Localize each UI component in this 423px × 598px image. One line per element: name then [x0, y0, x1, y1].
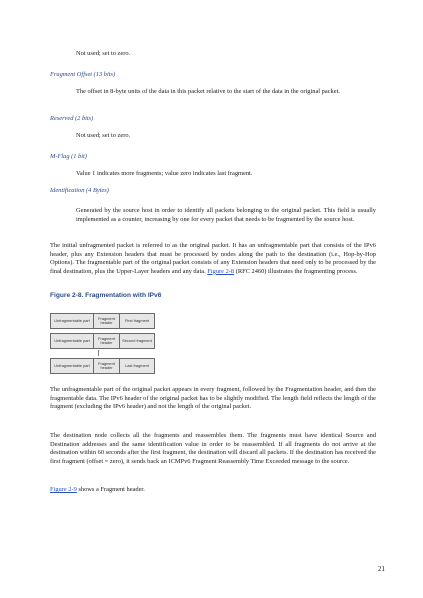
fragment-data-cell: Last fragment: [125, 362, 149, 368]
fragment-row-first: [50, 313, 155, 329]
field-desc-reserved: Not used; set to zero.: [76, 132, 131, 139]
fragment-data-cell: Second fragment: [122, 337, 152, 343]
field-name-reserved: Reserved (2 bits): [50, 115, 94, 122]
page-number: 21: [377, 565, 385, 573]
paragraph-text: shows a Fragment header.: [78, 486, 145, 493]
field-name-m-flag: M-Flag (1 bit): [50, 153, 87, 160]
fragment-row-last: [50, 358, 155, 374]
field-desc-m-flag: Value 1 indicates more fragments; value zero indicates last fragment.: [76, 170, 253, 177]
fragment-data-cell: First fragment: [125, 317, 149, 323]
field-name-fragment-offset: Fragment Offset (13 bits): [50, 71, 116, 78]
paragraph-text: (RFC 2460) illustrates the fragmenting process.: [235, 267, 358, 275]
field-desc-fragment-offset: The offset in 8-byte units of the data in this packet relative to the start of the data in the original packet.: [76, 88, 340, 95]
continuation-divider: [98, 350, 99, 356]
fragment-header-cell: Fragment header: [94, 334, 120, 348]
fragment-row-second: [50, 333, 155, 349]
field-desc-identification: Generated by the source host in order to identify all packets belonging to the original packet. This field is usually implemented as a counter, increasing by one for every packet that needs to be fragmented by the source host.: [76, 207, 376, 223]
paragraph-original-packet: [50, 242, 376, 276]
paragraph-text: The initial unfragmented packet is referred to as the original packet. It has an unfragmentable part that consists of the IPv6 header, plus any Extension headers that must be processed by nodes along the path to the destination (i.e., Hop-by-Hop Options). The fragmentable part of the original packet consists of any Extension headers that need only to be processed by the final destination, plus the Upper-Layer headers and any data.: [50, 242, 376, 275]
figure-title: Figure 2-8. Fragmentation with IPv6: [50, 292, 162, 299]
unfragmentable-part-cell: Unfragmentable part: [51, 359, 94, 373]
unfragmentable-part-cell: Unfragmentable part: [51, 314, 94, 328]
figure-2-9-link[interactable]: Figure 2-9: [50, 486, 77, 493]
fragment-header-cell: Fragment header: [94, 314, 120, 328]
field-desc-reserved-continued: Not used; set to zero.: [76, 50, 131, 57]
paragraph-reassembly: The destination node collects all the fragments and reassembles them. The fragments must have identical Source and Destination addresses and the same identification value in order to be reassembled. If all fragments do not arrive at the destination within 60 seconds after the first fragment, the destination will discard all packets. If the destination has received the first fragment (offset = zero), it sends back an ICMPv6 Fragment Reassembly Time Exceeded message to the source.: [50, 432, 376, 465]
figure-2-8-link[interactable]: Figure 2-8: [207, 267, 235, 275]
paragraph-figure-2-9: [50, 486, 376, 495]
field-name-identification: Identification (4 Bytes): [50, 187, 109, 194]
fragment-header-cell: Fragment header: [94, 359, 120, 373]
paragraph-unfragmentable: The unfragmentable part of the original packet appears in every fragment, followed by the Fragmentation header, and then the fragmentable data. The IPv6 header of the original packet has to be slightly modified. The length field reflects the length of the fragment (excluding the IPv6 header) and not the length of the original packet.: [50, 386, 376, 411]
unfragmentable-part-cell: Unfragmentable part: [51, 334, 94, 348]
